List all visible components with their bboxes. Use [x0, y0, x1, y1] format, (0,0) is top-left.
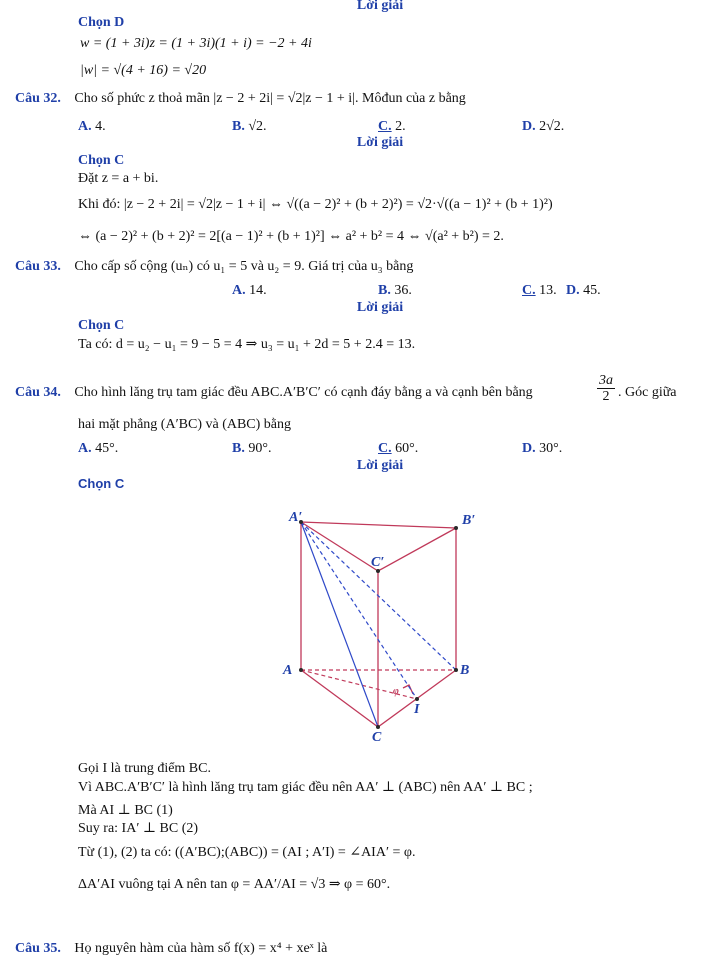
edge-c1b1 — [378, 528, 456, 571]
edge-a1c1 — [301, 522, 378, 571]
question-33 — [15, 258, 413, 276]
label-i: I — [414, 702, 420, 717]
chon-answer: Chọn D — [78, 15, 125, 30]
loi-giai-heading: Lời giải — [356, 300, 404, 315]
label-c1: C′ — [371, 555, 385, 570]
solution-line: ⇔ (a − 2)² + (b + 2)² = 2[(a − 1)² + (b + 1)²] ⇔ a² + b² = 4 ⇔ √(a² + b²) = 2. — [78, 229, 504, 244]
option-d: D. 2√2. — [522, 119, 565, 134]
solution-line: Từ (1), (2) ta có: ((A′BC);(ABC)) = (AI ; A′I) = ∠AIA′ = φ. — [78, 845, 416, 860]
solution-line: Ta có: d = u₂ − u₁ = 9 − 5 = 4 ⇒ u₃ = u₁ + 2d = 5 + 2.4 = 13. — [78, 337, 416, 352]
solution-line: Mà AI ⊥ BC (1) — [78, 803, 173, 818]
question-text: Cho cấp số cộng (uₙ) có u₁ = 5 và u₂ = 9. Giá trị của u₃ bằng — [74, 259, 414, 274]
option-c: C. 13. — [522, 283, 557, 298]
question-text: hai mặt phẳng (A′BC) và (ABC) bằng — [78, 417, 292, 432]
question-text: Họ nguyên hàm của hàm số f(x) = x⁴ + xeˣ là — [74, 941, 328, 956]
edge-ac — [301, 670, 378, 727]
label-phi: φ — [393, 686, 399, 697]
question-label: Câu 35. — [15, 941, 61, 956]
solution-line: w = (1 + 3i)z = (1 + 3i)(1 + i) = −2 + 4i — [80, 36, 312, 51]
chon-answer: Chọn C — [78, 318, 125, 333]
option-a: A. 4. — [78, 119, 106, 134]
chon-answer: Chọn C — [78, 153, 125, 168]
question-label: Câu 33. — [15, 259, 61, 274]
loi-giai-heading: Lời giải — [356, 0, 404, 13]
solution-line: Khi đó: |z − 2 + 2i| = √2|z − 1 + i| ⇔ √((a − 2)² + (b + 2)²) = √2·√((a − 1)² + (b + 1)²) — [78, 197, 553, 212]
option-c: C. 2. — [378, 119, 406, 134]
edge-a1b1 — [301, 522, 456, 528]
solution-line: ΔA′AI vuông tại A nên tan φ = AA′/AI = √3 ⇒ φ = 60°. — [78, 877, 391, 892]
option-a: A. 45°. — [78, 441, 119, 456]
solution-line: Suy ra: IA′ ⊥ BC (2) — [78, 821, 199, 836]
option-c: C. 60°. — [378, 441, 419, 456]
question-text: Cho hình lăng trụ tam giác đều ABC.A′B′C′ có cạnh đáy bằng a và cạnh bên bằng — [74, 385, 533, 400]
solution-line: Gọi I là trung điểm BC. — [78, 761, 211, 776]
question-35 — [15, 940, 327, 958]
segment-a1c — [301, 522, 378, 727]
solution-line: |w| = √(4 + 16) = √20 — [80, 63, 207, 78]
question-label: Câu 34. — [15, 385, 61, 400]
segment-a1i — [301, 522, 417, 699]
label-b: B — [460, 663, 470, 678]
label-b1: B′ — [462, 513, 476, 528]
solution-line: Đặt z = a + bi. — [78, 171, 159, 186]
option-b: B. 90°. — [232, 441, 272, 456]
fraction: 3a 2 — [599, 373, 613, 404]
option-d: D. 45. — [566, 283, 601, 298]
loi-giai-heading: Lời giải — [356, 458, 404, 473]
question-34 — [15, 384, 533, 402]
question-text: Cho số phức z thoả mãn |z − 2 + 2i| = √2|z − 1 + i|. Môđun của z bằng — [74, 91, 466, 106]
label-a1: A′ — [289, 510, 303, 525]
label-c: C — [372, 730, 382, 745]
option-a: A. 14. — [232, 283, 267, 298]
option-d: D. 30°. — [522, 441, 563, 456]
prism-figure — [270, 505, 490, 750]
loi-giai-heading: Lời giải — [356, 135, 404, 150]
question-label: Câu 32. — [15, 91, 61, 106]
question-text-end: . Góc giữa — [618, 385, 677, 400]
option-b: B. √2. — [232, 119, 267, 134]
solution-line: Vì ABC.A′B′C′ là hình lăng trụ tam giác đều nên AA′ ⊥ (ABC) nên AA′ ⊥ BC ; — [78, 780, 533, 795]
chon-answer: Chọn C — [78, 476, 125, 491]
segment-ai — [301, 670, 417, 699]
label-a: A — [283, 663, 293, 678]
question-32 — [15, 90, 466, 108]
option-b: B. 36. — [378, 283, 412, 298]
